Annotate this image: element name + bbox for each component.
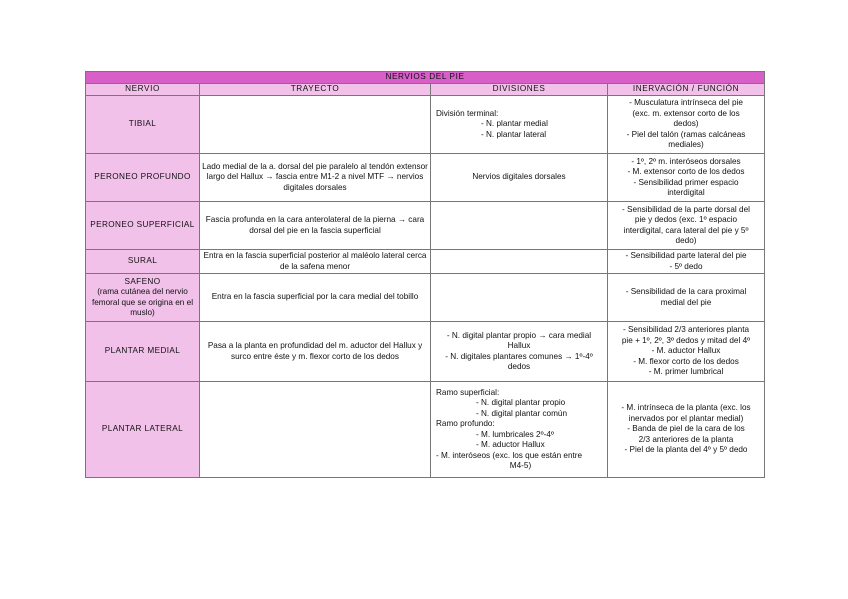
division-line: - M. aductor Hallux (476, 440, 545, 449)
inervacion-cell (608, 202, 765, 250)
trayecto-cell (200, 96, 431, 154)
inervacion-cell (608, 154, 765, 202)
inervacion-line: mediales) (668, 140, 704, 150)
inervacion-line: - M. primer lumbrical (648, 367, 724, 377)
trayecto-cell: Pasa a la planta en profundidad del m. aductor del Hallux y surco entre éste y m. flexor corto de los dedos (200, 322, 431, 382)
header-divisiones: DIVISIONES (431, 84, 608, 96)
nerve-name-text: SAFENO (124, 276, 161, 286)
header-inervacion: INERVACIÓN / FUNCIÓN (608, 84, 765, 96)
inervacion-cell (608, 250, 765, 274)
divisiones-cell (431, 322, 608, 382)
nerve-note: (rama cutánea del nervio femoral que se origina en el muslo) (91, 287, 194, 317)
divisiones-cell (431, 250, 608, 274)
inervacion-line: - 5º dedo (669, 261, 703, 271)
nerve-name: SURAL (86, 250, 200, 274)
inervacion-line: - M. intrínseca de la planta (exc. los (621, 403, 751, 413)
divisiones-cell (431, 96, 608, 154)
table-row (86, 250, 765, 274)
trayecto-cell (200, 382, 431, 478)
division-line: - M. interóseos (exc. los que están entre (436, 450, 583, 460)
division-line: - N. digital plantar propio (476, 398, 566, 407)
division-line: Hallux (507, 341, 531, 350)
nerve-name (86, 274, 200, 322)
divisiones-cell (431, 382, 608, 478)
division-line: División terminal: (436, 108, 499, 118)
inervacion-line: - Musculatura intrínseca del pie (629, 98, 743, 108)
table-row (86, 382, 765, 478)
nerves-table (85, 71, 765, 478)
division-line: dedos (507, 362, 531, 371)
inervacion-line: dedos) (673, 119, 699, 129)
table-row (86, 96, 765, 154)
trayecto-cell: Entra en la fascia superficial por la cara medial del tobillo (200, 274, 431, 322)
division-line: Ramo profundo: (436, 419, 495, 428)
inervacion-line: interdigital, cara lateral del pie y 5º (623, 225, 749, 235)
nerve-name: PERONEO SUPERFICIAL (86, 202, 200, 250)
table-row (86, 154, 765, 202)
header-nervio: NERVIO (86, 84, 200, 96)
inervacion-line: 2/3 anteriores de la planta (638, 434, 734, 444)
inervacion-line: dedo) (675, 236, 697, 245)
inervacion-line: - Sensibilidad primer espacio (633, 177, 739, 187)
inervacion-line: interdigital (667, 188, 705, 197)
inervacion-line: - Sensibilidad parte lateral del pie (625, 251, 747, 260)
inervacion-line: - M. aductor Hallux (651, 346, 721, 356)
divisiones-cell (431, 274, 608, 322)
inervacion-line: (exc. m. extensor corto de los (632, 108, 740, 118)
division-line: - M. lumbricales 2º-4º (476, 429, 554, 439)
table-title-row (86, 72, 765, 84)
nerve-name: PLANTAR MEDIAL (86, 322, 200, 382)
inervacion-line: - 1º, 2º m. interóseos dorsales (631, 156, 741, 166)
table-row (86, 322, 765, 382)
division-line: Ramo superficial: (436, 387, 500, 397)
division-line: M4-5) (509, 461, 532, 470)
header-trayecto: TRAYECTO (200, 84, 431, 96)
inervacion-line: - Piel de la planta del 4º y 5º dedo (624, 445, 748, 455)
nerve-name: PLANTAR LATERAL (86, 382, 200, 478)
inervacion-cell (608, 96, 765, 154)
table-title: NERVIOS DEL PIE (86, 72, 765, 84)
inervacion-cell (608, 322, 765, 382)
divisiones-cell (431, 202, 608, 250)
trayecto-cell: Entra en la fascia superficial posterior al maléolo lateral cerca de la safena menor (200, 250, 431, 274)
inervacion-line: pie + 1º, 2º, 3º dedos y mitad del 4º (621, 335, 751, 345)
table-row (86, 274, 765, 322)
nerve-name: PERONEO PROFUNDO (86, 154, 200, 202)
trayecto-cell: Fascia profunda en la cara anterolateral de la pierna → cara dorsal del pie en la fascia superficial (200, 202, 431, 250)
inervacion-line: medial del pie (660, 297, 712, 307)
table-row (86, 202, 765, 250)
division-line: - N. digital plantar propio → cara medial (446, 330, 592, 340)
nerve-name: TIBIAL (86, 96, 200, 154)
trayecto-cell: Lado medial de la a. dorsal del pie paralelo al tendón extensor largo del Hallux → fascia entre M1-2 a nivel MTF → nervios digitales dorsales (200, 154, 431, 202)
inervacion-line: - Sensibilidad 2/3 anteriores planta (622, 325, 750, 335)
inervacion-cell (608, 274, 765, 322)
division-line: - N. plantar medial (481, 119, 548, 129)
inervacion-cell (608, 382, 765, 478)
inervacion-line: - M. flexor corto de los dedos (633, 356, 739, 366)
division-line: - N. digitales plantares comunes → 1º-4º (445, 351, 593, 361)
table-header-row (86, 84, 765, 96)
inervacion-line: - Sensibilidad de la parte dorsal del (622, 204, 750, 214)
divisiones-cell: Nervios digitales dorsales (431, 154, 608, 202)
inervacion-line: - Banda de piel de la cara de los (627, 424, 745, 434)
division-line: - N. digital plantar común (476, 408, 568, 418)
inervacion-line: - Piel del talón (ramas calcáneas (626, 129, 746, 139)
inervacion-line: inervados por el plantar medial) (628, 413, 744, 423)
inervacion-line: - M. extensor corto de los dedos (627, 167, 745, 176)
inervacion-line: pie y dedos (exc. 1º espacio (634, 215, 738, 224)
division-line: - N. plantar lateral (481, 129, 547, 139)
inervacion-line: - Sensibilidad de la cara proximal (625, 287, 747, 296)
